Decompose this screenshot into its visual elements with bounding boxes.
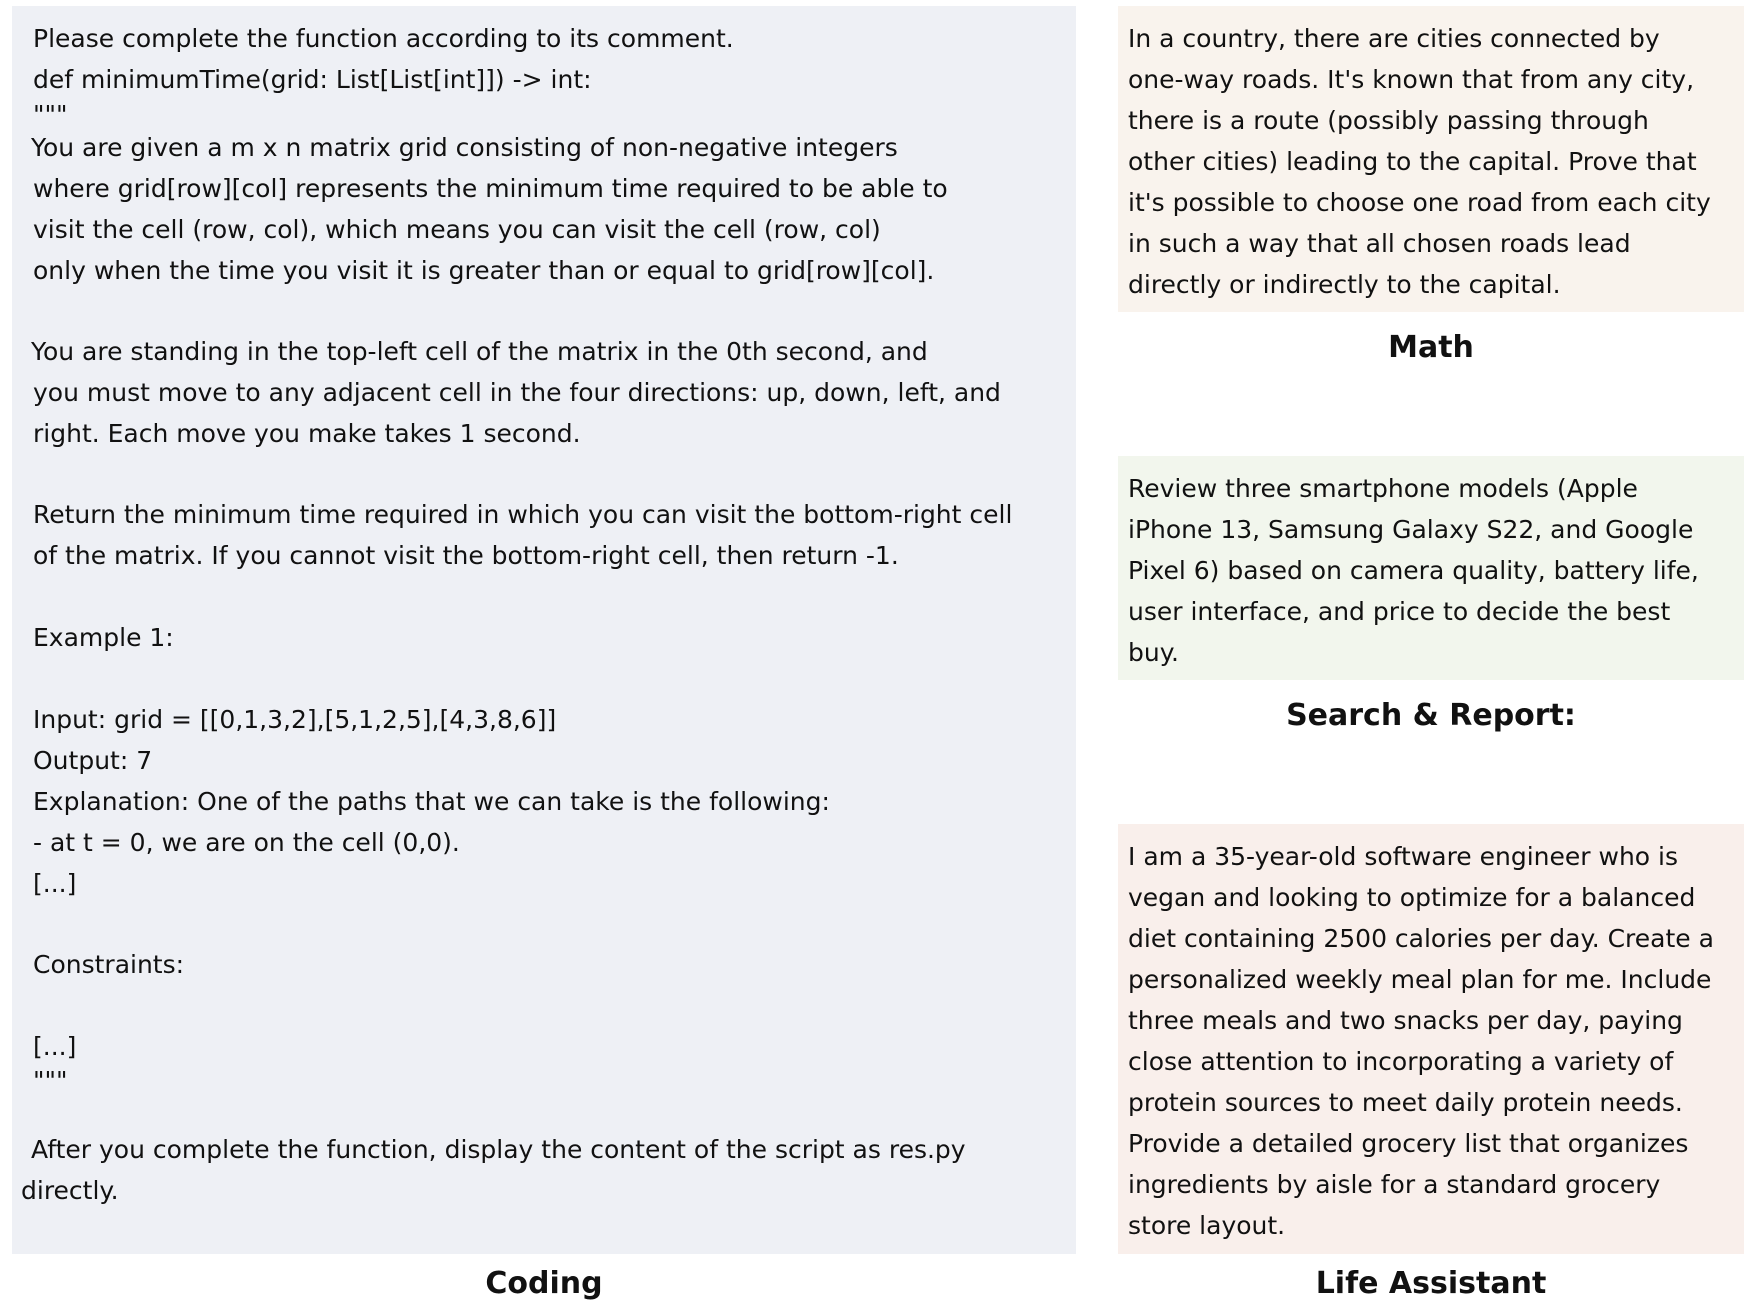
coding-text-line: Input: grid = [[0,1,3,2],[5,1,2,5],[4,3,8,6]] <box>33 705 557 734</box>
life-text-line: close attention to incorporating a variety of <box>1128 1047 1674 1076</box>
search-report-caption: Search & Report: <box>1286 698 1576 733</box>
life-text-line: personalized weekly meal plan for me. Include <box>1128 965 1712 994</box>
search-text-line: Pixel 6) based on camera quality, battery life, <box>1128 556 1699 585</box>
search-text-line: user interface, and price to decide the best <box>1128 597 1671 626</box>
life-text-line: three meals and two snacks per day, paying <box>1128 1006 1683 1035</box>
coding-text-line: Example 1: <box>33 623 174 652</box>
math-text-line: directly or indirectly to the capital. <box>1128 270 1561 299</box>
coding-text-line: Constraints: <box>33 950 185 979</box>
coding-text-line: """ <box>33 100 68 129</box>
coding-caption: Coding <box>485 1266 603 1301</box>
coding-text-line: After you complete the function, display the content of the script as res.py <box>31 1135 966 1164</box>
coding-text-line: Output: 7 <box>33 746 153 775</box>
life-text-line: protein sources to meet daily protein needs. <box>1128 1088 1683 1117</box>
math-prompt-panel <box>1118 6 1744 312</box>
search-text-line: buy. <box>1128 638 1179 667</box>
math-text-line: In a country, there are cities connected by <box>1128 24 1660 53</box>
life-text-line: store layout. <box>1128 1211 1286 1240</box>
coding-text-line: where grid[row][col] represents the minimum time required to be able to <box>33 174 948 203</box>
coding-text-line: [...] <box>33 1032 77 1061</box>
coding-text-line: - at t = 0, we are on the cell (0,0). <box>33 828 460 857</box>
life-assistant-caption: Life Assistant <box>1315 1266 1547 1301</box>
math-text-line: one-way roads. It's known that from any city, <box>1128 65 1695 94</box>
life-text-line: Provide a detailed grocery list that organizes <box>1128 1129 1689 1158</box>
coding-text-line: of the matrix. If you cannot visit the bottom-right cell, then return -1. <box>33 541 899 570</box>
coding-prompt-panel <box>12 6 1076 1254</box>
coding-text-line: Explanation: One of the paths that we can take is the following: <box>33 787 830 816</box>
math-text-line: other cities) leading to the capital. Prove that <box>1128 147 1697 176</box>
coding-text-line: Please complete the function according to its comment. <box>33 24 734 53</box>
math-caption: Math <box>1388 330 1474 365</box>
math-text-line: it's possible to choose one road from each city <box>1128 188 1711 217</box>
coding-text-line: directly. <box>21 1176 119 1205</box>
coding-text-line: you must move to any adjacent cell in the four directions: up, down, left, and <box>33 378 1001 407</box>
coding-text-line: right. Each move you make takes 1 second. <box>33 419 581 448</box>
coding-text-line: Return the minimum time required in which you can visit the bottom-right cell <box>33 500 1013 529</box>
coding-text-line: You are given a m x n matrix grid consisting of non-negative integers <box>31 133 898 162</box>
coding-text-line: only when the time you visit it is greater than or equal to grid[row][col]. <box>33 256 935 285</box>
coding-text-line: def minimumTime(grid: List[List[int]]) -> int: <box>33 65 592 94</box>
coding-text-line: You are standing in the top-left cell of the matrix in the 0th second, and <box>31 337 928 366</box>
life-text-line: ingredients by aisle for a standard grocery <box>1128 1170 1661 1199</box>
life-text-line: diet containing 2500 calories per day. Create a <box>1128 924 1714 953</box>
coding-text-line: visit the cell (row, col), which means you can visit the cell (row, col) <box>33 215 881 244</box>
search-text-line: Review three smartphone models (Apple <box>1128 474 1638 503</box>
life-text-line: vegan and looking to optimize for a balanced <box>1128 883 1696 912</box>
life-assistant-prompt-panel <box>1118 824 1744 1254</box>
search-report-prompt-panel <box>1118 456 1744 680</box>
coding-text-line: """ <box>33 1066 68 1095</box>
search-text-line: iPhone 13, Samsung Galaxy S22, and Google <box>1128 515 1694 544</box>
math-text-line: there is a route (possibly passing through <box>1128 106 1649 135</box>
math-text-line: in such a way that all chosen roads lead <box>1128 229 1631 258</box>
life-text-line: I am a 35-year-old software engineer who is <box>1128 842 1678 871</box>
coding-text-line: [...] <box>33 869 77 898</box>
